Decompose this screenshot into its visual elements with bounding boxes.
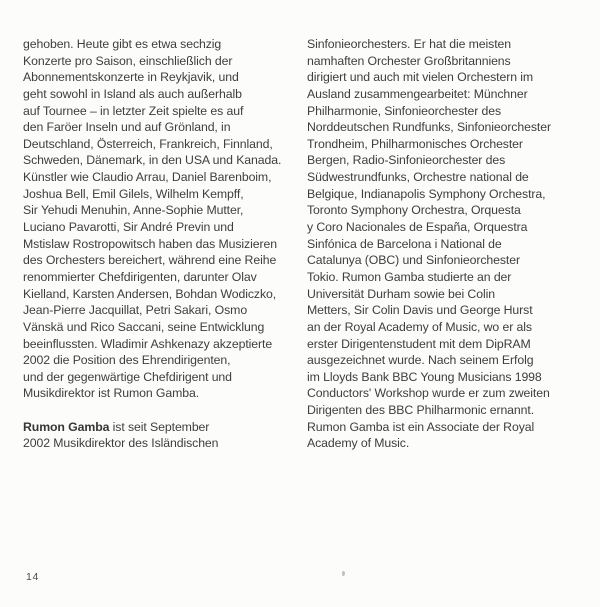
text-line: Künstler wie Claudio Arrau, Daniel Barenboim, bbox=[23, 170, 272, 185]
text-line: Tokio. Rumon Gamba studierte an der bbox=[307, 269, 512, 284]
page-number: 14 bbox=[26, 571, 39, 583]
text-line: ausgezeichnet wurde. Nach seinem Erfolg bbox=[307, 353, 534, 368]
text-line: Universität Durham sowie bei Colin bbox=[307, 286, 495, 301]
text-line: Conductors' Workshop wurde er zum zweiten bbox=[307, 386, 550, 401]
text-line bbox=[23, 419, 303, 436]
text-line: des Orchesters bereichert, während eine Reihe bbox=[23, 253, 277, 268]
scan-artifact-speck bbox=[342, 571, 346, 576]
text-line: 2002 Musikdirektor des Isländischen bbox=[23, 436, 219, 451]
text-line: Sinfónica de Barcelona i National de bbox=[307, 236, 502, 251]
right-column bbox=[307, 36, 593, 452]
text-line: Schweden, Dänemark, in den USA und Kanada. bbox=[23, 153, 282, 168]
text-run: ist seit September bbox=[109, 419, 210, 434]
text-line: Dirigenten des BBC Philharmonic ernannt. bbox=[307, 403, 535, 418]
text-line: auf Tournee – in letzter Zeit spielte es auf bbox=[23, 103, 244, 118]
text-line: Belgique, Indianapolis Symphony Orchestra, bbox=[307, 186, 546, 201]
text-line: Deutschland, Österreich, Frankreich, Finnland, bbox=[23, 136, 273, 151]
text-line: Metters, Sir Colin Davis und George Hurst bbox=[307, 303, 533, 318]
text-line: Philharmonie, Sinfonieorchester des bbox=[307, 103, 502, 118]
text-line: namhaften Orchester Großbritanniens bbox=[307, 53, 511, 68]
text-line: an der Royal Academy of Music, wo er als bbox=[307, 319, 532, 334]
left-column bbox=[23, 36, 303, 452]
bold-name-rumon-gamba: Rumon Gamba bbox=[23, 419, 110, 434]
text-line: Academy of Music. bbox=[307, 436, 410, 451]
text-line: Bergen, Radio-Sinfonieorchester des bbox=[307, 153, 506, 168]
text-line: Trondheim, Philharmonisches Orchester bbox=[307, 136, 523, 151]
text-line: dirigiert und auch mit vielen Orchestern im bbox=[307, 70, 534, 85]
text-line: y Coro Nacionales de España, Orquestra bbox=[307, 220, 528, 235]
text-line: Musikdirektor ist Rumon Gamba. bbox=[23, 386, 200, 401]
text-line: Toronto Symphony Orchestra, Orquesta bbox=[307, 203, 521, 218]
text-line: renommierter Chefdirigenten, darunter Olav bbox=[23, 269, 257, 284]
text-line: Ausland zusammengearbeitet: Münchner bbox=[307, 86, 528, 101]
text-line: Südwestrundfunks, Orchestre national de bbox=[307, 170, 529, 185]
text-line: den Faröer Inseln und auf Grönland, in bbox=[23, 120, 231, 135]
text-line: Konzerte pro Saison, einschließlich der bbox=[23, 53, 233, 68]
text-line: Rumon Gamba ist ein Associate der Royal bbox=[307, 419, 535, 434]
text-line: erster Dirigentenstudent mit dem DipRAM bbox=[307, 336, 531, 351]
right-paragraph-1 bbox=[307, 36, 593, 452]
text-line: Joshua Bell, Emil Gilels, Wilhelm Kempff, bbox=[23, 186, 244, 201]
text-line: Jean-Pierre Jacquillat, Petri Sakari, Osmo bbox=[23, 303, 248, 318]
text-line: Sinfonieorchesters. Er hat die meisten bbox=[307, 37, 511, 51]
text-line: Norddeutschen Rundfunks, Sinfonieorchester bbox=[307, 120, 551, 135]
text-line: 2002 die Position des Ehrendirigenten, bbox=[23, 353, 231, 368]
text-line: Luciano Pavarotti, Sir André Previn und bbox=[23, 220, 234, 235]
text-line: Catalunya (OBC) und Sinfonieorchester bbox=[307, 253, 520, 268]
left-paragraph-1 bbox=[23, 36, 303, 402]
left-paragraph-2 bbox=[23, 419, 303, 452]
text-line: gehoben. Heute gibt es etwa sechzig bbox=[23, 37, 222, 51]
text-line: beeinflussten. Wladimir Ashkenazy akzeptierte bbox=[23, 336, 273, 351]
text-line: und der gegenwärtige Chefdirigent und bbox=[23, 369, 232, 384]
text-line: geht sowohl in Island als auch außerhalb bbox=[23, 86, 242, 101]
text-line: Kielland, Karsten Andersen, Bohdan Wodiczko, bbox=[23, 286, 277, 301]
text-line: Abonnementskonzerte in Reykjavik, und bbox=[23, 70, 239, 85]
text-line: Mstislaw Rostropowitsch haben das Musizieren bbox=[23, 236, 277, 251]
text-line: Sir Yehudi Menuhin, Anne-Sophie Mutter, bbox=[23, 203, 244, 218]
text-line: im Lloyds Bank BBC Young Musicians 1998 bbox=[307, 369, 542, 384]
text-line: Vänskä und Rico Saccani, seine Entwicklung bbox=[23, 319, 265, 334]
